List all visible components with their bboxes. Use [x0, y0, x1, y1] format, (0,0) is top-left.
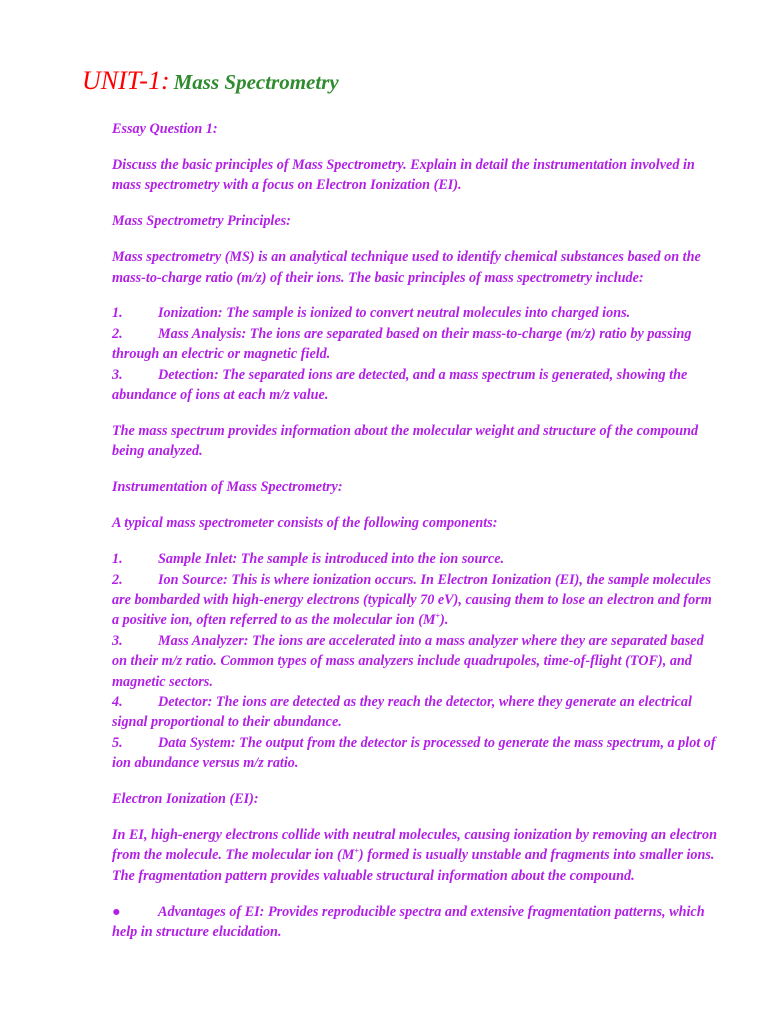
unit-subject: Mass Spectrometry	[173, 70, 339, 94]
item-text: Ion Source: This is where ionization occurs. In Electron Ionization (EI), the sample molecules are bombarded with high-energy electrons (typically 70 eV), causing them to lose an electron and form a positive ion, often referred to as the molecular ion (M	[112, 571, 712, 629]
charge-superscript: +	[435, 611, 441, 621]
item-text: Ionization: The sample is ionized to convert neutral molecules into charged ions.	[158, 305, 631, 322]
ei-text: In EI, high-energy electrons collide with neutral molecules, causing ionization by removing an electron from the molecule. The molecular ion (M	[112, 826, 717, 864]
list-item	[112, 549, 722, 569]
item-text: Detector: The ions are detected as they reach the detector, where they generate an electrical signal proportional to their abundance.	[112, 693, 692, 731]
item-text-end: ).	[440, 612, 449, 629]
item-number: 5.	[112, 734, 123, 751]
item-text: Mass Analyzer: The ions are accelerated into a mass analyzer where they are separated based on their m/z ratio. Common types of mass analyzers include quadrupoles, time-of-flight (TOF), and magnetic sectors.	[112, 632, 704, 690]
bullet-item	[112, 902, 722, 943]
item-text: Data System: The output from the detector is processed to generate the mass spectrum, a plot of ion abundance versus m/z ratio.	[112, 734, 716, 772]
unit-title	[82, 66, 339, 96]
essay-question-text: Discuss the basic principles of Mass Spectrometry. Explain in detail the instrumentation involved in mass spectrometry with a focus on Electron Ionization (EI).	[112, 156, 695, 194]
list-item	[112, 692, 722, 733]
item-text: Mass Analysis: The ions are separated based on their mass-to-charge (m/z) ratio by passing through an electric or magnetic field.	[112, 325, 692, 363]
list-item	[112, 631, 722, 692]
list-item	[112, 733, 722, 774]
bullet-icon: ●	[112, 903, 121, 920]
item-number: 3.	[112, 632, 123, 649]
ei-paragraph	[112, 825, 722, 886]
principles-heading: Mass Spectrometry Principles:	[112, 213, 291, 230]
principles-summary: The mass spectrum provides information about the molecular weight and structure of the compound being analyzed.	[112, 422, 699, 460]
item-number: 2.	[112, 325, 123, 342]
list-item	[112, 303, 722, 323]
instrumentation-intro: A typical mass spectrometer consists of the following components:	[112, 515, 498, 532]
document-body	[112, 119, 722, 943]
principles-list	[112, 303, 722, 405]
charge-superscript: +	[354, 846, 359, 856]
item-number: 1.	[112, 551, 123, 568]
instrumentation-list	[112, 549, 722, 773]
item-text: Detection: The separated ions are detected, and a mass spectrum is generated, showing the abundance of ions at each m/z value.	[112, 366, 688, 404]
ei-advantages-text: Advantages of EI: Provides reproducible spectra and extensive fragmentation patterns, which help in structure elucidation.	[112, 903, 705, 941]
essay-question-label: Essay Question 1:	[112, 121, 218, 137]
instrumentation-heading: Instrumentation of Mass Spectrometry:	[112, 479, 343, 496]
item-text: Sample Inlet: The sample is introduced into the ion source.	[158, 551, 505, 568]
item-number: 1.	[112, 305, 123, 322]
item-number: 3.	[112, 366, 123, 383]
list-item	[112, 324, 722, 365]
list-item	[112, 365, 722, 406]
ei-heading: Electron Ionization (EI):	[112, 791, 259, 808]
ei-text-end: ) formed is usually unstable and fragments into smaller ions. The fragmentation pattern provides valuable structural information about the compound.	[112, 847, 715, 884]
item-number: 4.	[112, 693, 123, 710]
principles-intro: Mass spectrometry (MS) is an analytical technique used to identify chemical substances based on the mass-to-charge ratio (m/z) of their ions. The basic principles of mass spectrometry include:	[112, 249, 701, 286]
item-number: 2.	[112, 571, 123, 588]
list-item	[112, 570, 722, 631]
unit-number: UNIT-1:	[82, 66, 170, 95]
